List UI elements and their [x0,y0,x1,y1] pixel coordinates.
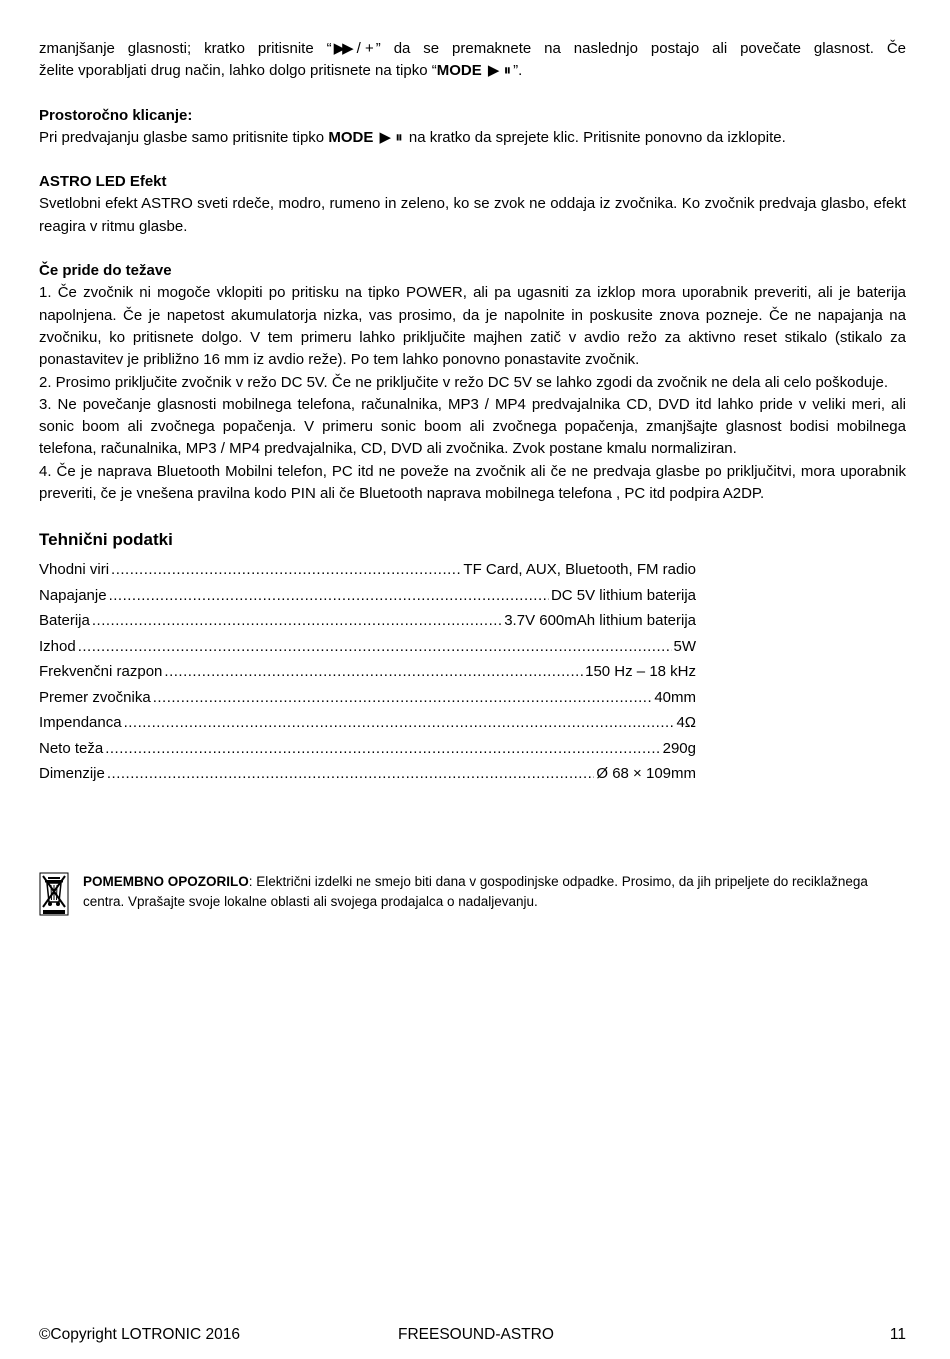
leader-dots [78,634,672,660]
warning-body: : Električni izdelki ne smejo biti dana v gospodinjske odpadke. Prosimo, da jih pripeljete do reciklažnega centra. Vprašajte svoje lokalne oblasti ali svojega prodajalca o nadaljevanju. [83,874,868,909]
spec-value: 150 Hz – 18 kHz [585,663,696,681]
leader-dots [105,736,660,762]
spec-value: 5W [673,637,696,655]
document-body [39,38,906,787]
spec-row [39,685,696,711]
page-number: 11 [889,1326,906,1343]
spec-label: Frekvenčni razpon [39,663,163,681]
leader-dots [107,761,595,787]
intro-text-2: ” da se premaknete na naslednjo postajo ali povečate glasnost. Če [375,40,907,57]
spec-row [39,761,696,787]
spec-row [39,659,696,685]
troubleshooting-item: 2. Prosimo priključite zvočnik v režo DC 5V. Če ne priključite v režo DC 5V se lahko zgodi da zvočnik ne dela ali celo poškoduje. [39,373,889,391]
leader-dots [164,659,583,685]
mode-key-label: MODE [328,128,374,146]
astro-text: Svetlobni efekt ASTRO sveti rdeče, modro, rumeno in zeleno, ko se zvok ne oddaja iz zvočnika. Ko zvočnik predvaja glasbo, efekt reagira v ritmu glasbe. [39,195,906,235]
spec-label: Premer zvočnika [39,688,151,706]
spec-value: TF Card, AUX, Bluetooth, FM radio [463,561,696,579]
leader-dots [109,583,549,609]
page-footer [39,1326,906,1348]
footer-model: FREESOUND-ASTRO [398,1326,554,1343]
spatial-call-text-a: Pri predvajanju glasbe samo pritisnite tipko [39,128,329,146]
spec-label: Neto teža [39,739,104,757]
weee-crossed-bin-icon [39,872,69,916]
footer-copyright: ©Copyright LOTRONIC 2016 [39,1326,240,1343]
troubleshooting-item: 4. Če je naprava Bluetooth Mobilni telefon, PC itd ne poveže na zvočnik ali če ne predvaja glasbe po priključitvi, mora uporabnik preveriti, če je vnešena pravilna kodo PIN ali če Bluetooth naprava mobilnega telefona , PC itd podpira A2DP. [39,462,906,503]
warning-text [83,872,906,916]
specs-table [39,557,696,787]
spec-value: 3.7V 600mAh lithium baterija [504,612,696,630]
troubleshooting-item: 3. Ne povečanje glasnosti mobilnega telefona, računalnika, MP3 / MP4 predvajalnika CD, DVD itd lahko pride v veliki meri, ali sonic boom ali zvočnega popačenja. V primeru sonic boom ali zvočnega popačenja, zmanjšajte glasnost bodisi mobilnega telefona, računalnika, MP3 / MP4 predvajalnika, CD, DVD ali zvočnika. Zvok postane kmalu normaliziran. [39,395,906,458]
spec-value: 40mm [654,688,696,706]
spec-label: Baterija [39,612,90,630]
leader-dots [124,710,675,736]
intro-paragraph [39,38,906,60]
leader-dots [111,557,461,583]
intro-text-4: ”. [513,62,523,80]
spec-row [39,634,696,660]
spec-value: DC 5V lithium baterija [550,586,696,604]
spec-label: Dimenzije [39,765,105,783]
slash-plus-symbol: / + [356,40,374,57]
spec-row [39,736,696,762]
fast-forward-icon: ▶▶ [333,40,351,57]
leader-dots [153,685,653,711]
intro-text-3: želite vporabljati drug način, lahko dolgo pritisnete na tipko “ [39,62,437,80]
spec-row [39,608,696,634]
spec-row [39,557,696,583]
play-pause-icon: ▶ ⏸ [379,128,403,146]
spec-label: Vhodni viri [39,561,110,579]
warning-label: POMEMBNO OPOZORILO [83,874,249,889]
troubleshooting-heading: Če pride do težave [39,262,172,280]
intro-text-1: zmanjšanje glasnosti; kratko pritisnite “ [39,40,332,57]
mode-key-label: MODE [436,62,482,80]
spatial-call-text [39,127,906,149]
spec-value: 290g [662,739,696,757]
specs-heading: Tehnični podatki [39,530,173,550]
spec-label: Impendanca [39,714,122,732]
spatial-call-text-b: na kratko da sprejete klic. Pritisnite ponovno da izklopite. [404,128,786,146]
leader-dots [92,608,502,634]
spec-row [39,583,696,609]
spec-value: Ø 68 × 109mm [596,765,696,783]
spatial-call-heading: Prostoročno klicanje: [39,106,193,124]
spec-label: Napajanje [39,586,107,604]
spec-value: 4Ω [676,714,696,732]
disposal-warning [39,872,906,916]
intro-paragraph-2 [39,60,906,82]
spec-row [39,710,696,736]
play-pause-icon: ▶ ⏸ [487,62,512,80]
spec-label: Izhod [39,637,76,655]
astro-heading: ASTRO LED Efekt [39,173,167,191]
troubleshooting-item: 1. Če zvočnik ni mogoče vklopiti po pritisku na tipko POWER, ali pa ugasniti za izklop mora uporabnik preveriti, ali je baterija napolnjena. Če je napetost akumulatorja nizka, vas prosimo, da je napolnite in poskusite znova pozneje. Če ne napajanja na zvočniku, ko pritisnete dolgo. V tem primeru lahko priključite majhen zatič v avdio režo za aktivno reset stikalo (stikalo za ponastavitev je približno 16 mm iz avdio reže). Po tem lahko ponovno ponastavite zvočnik. [39,284,906,369]
